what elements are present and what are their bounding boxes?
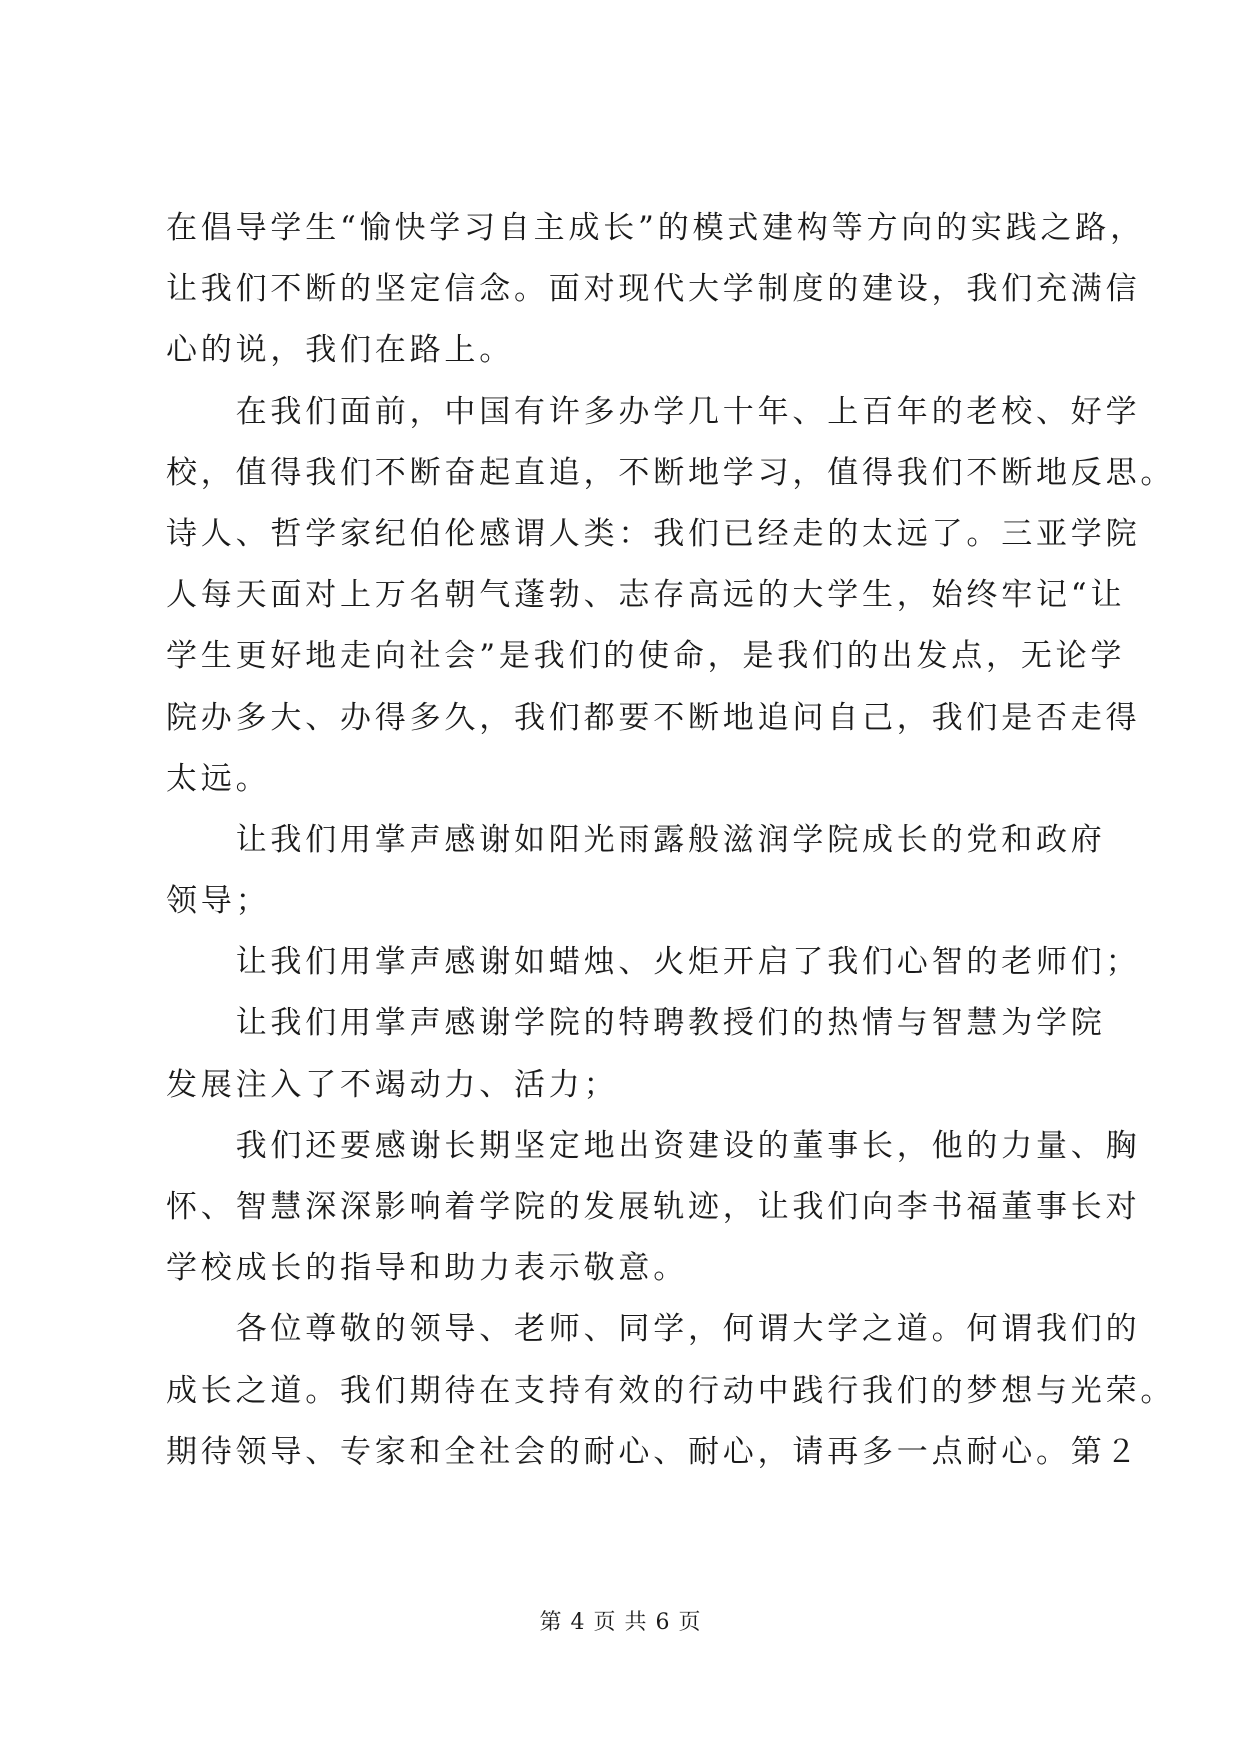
text-line-14: 让我们用掌声感谢学院的特聘教授们的热情与智慧为学院	[166, 1005, 1106, 1042]
text-line-6: 诗人、哲学家纪伯伦感谓人类：我们已经走的太远了。三亚学院	[166, 515, 1141, 552]
body-text	[166, 198, 1176, 1483]
text-line-20: 成长之道。我们期待在支持有效的行动中践行我们的梦想与光荣。	[166, 1372, 1176, 1409]
text-line-13: 让我们用掌声感谢如蜡烛、火炬开启了我们心智的老师们；	[166, 944, 1141, 981]
page-number-footer: 第 4 页 共 6 页	[539, 1610, 702, 1635]
text-line-17: 怀、智慧深深影响着学院的发展轨迹，让我们向李书福董事长对	[166, 1189, 1141, 1225]
text-line-15: 发展注入了不竭动力、活力；	[166, 1066, 619, 1103]
text-line-7: 人每天面对上万名朝气蓬勃、志存高远的大学生，始终牢记“让	[166, 577, 1126, 614]
text-line-19: 各位尊敬的领导、老师、同学，何谓大学之道。何谓我们的	[166, 1311, 1141, 1348]
text-line-21: 期待领导、专家和全社会的耐心、耐心，请再多一点耐心。第２	[166, 1433, 1141, 1470]
text-line-9: 院办多大、办得多久，我们都要不断地追问自己，我们是否走得	[166, 699, 1141, 736]
text-line-5: 校，值得我们不断奋起直追，不断地学习，值得我们不断地反思。	[166, 454, 1176, 491]
text-line-8: 学生更好地走向社会”是我们的使命，是我们的出发点，无论学	[166, 638, 1126, 675]
text-line-16: 我们还要感谢长期坚定地出资建设的董事长，他的力量、胸	[166, 1127, 1141, 1164]
text-line-18: 学校成长的指导和助力表示敬意。	[166, 1250, 688, 1287]
text-line-1: 在倡导学生“愉快学习自主成长”的模式建构等方向的实践之路，	[166, 210, 1145, 246]
text-line-3: 心的说，我们在路上。	[166, 332, 514, 369]
text-line-4: 在我们面前，中国有许多办学几十年、上百年的老校、好学	[166, 393, 1141, 430]
text-line-11: 让我们用掌声感谢如阳光雨露般滋润学院成长的党和政府	[166, 821, 1106, 858]
text-line-12: 领导；	[166, 883, 271, 920]
text-line-2: 让我们不断的坚定信念。面对现代大学制度的建设，我们充满信	[166, 271, 1141, 308]
text-line-10: 太远。	[166, 760, 271, 797]
